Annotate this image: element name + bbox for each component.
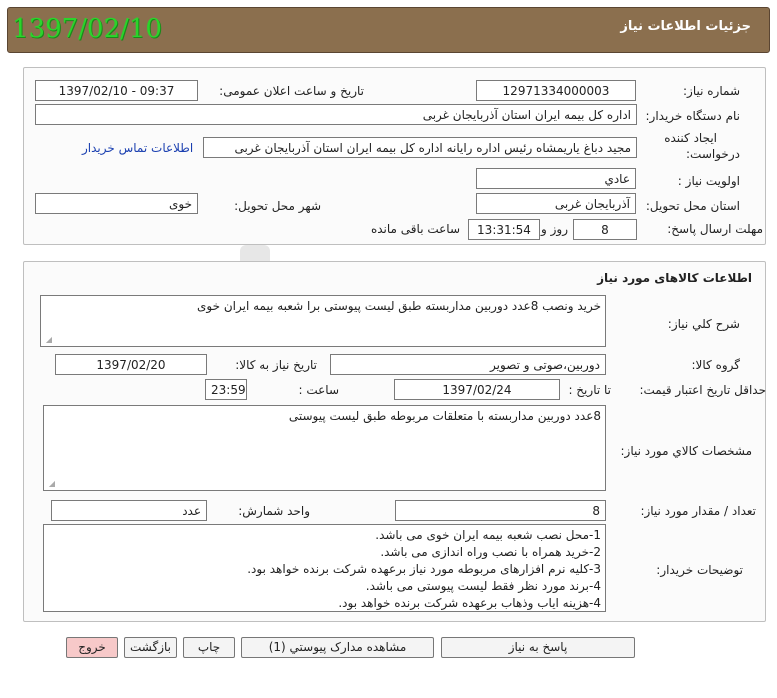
- buyer-org-label: نام دستگاه خریدار:: [645, 109, 740, 123]
- need-number-label: شماره نیاز:: [683, 84, 740, 98]
- goods-section-title: اطلاعات کالاهای مورد نیاز: [597, 271, 752, 285]
- buyer-notes-textarea: [43, 524, 606, 612]
- price-validity-label: حداقل تاریخ اعتبار قیمت:: [639, 383, 766, 397]
- announce-datetime-field: 1397/02/10 - 09:37: [35, 80, 198, 101]
- summary-label: شرح کلي نیاز:: [667, 317, 740, 331]
- deadline-label: مهلت ارسال پاسخ:: [667, 222, 763, 236]
- priority-label: اولویت نیاز :: [677, 174, 740, 188]
- goods-group-field: دوربین،صوتی و تصویر: [330, 354, 606, 375]
- need-number-field: 12971334000003: [476, 80, 636, 101]
- reply-button[interactable]: پاسخ به نیاز: [441, 637, 635, 658]
- creator-label-line1: ایجاد کننده: [664, 131, 717, 145]
- delivery-province-field: آذربایجان غربی: [476, 193, 636, 214]
- resize-handle[interactable]: ◢: [48, 479, 55, 488]
- summary-textarea: [40, 295, 606, 347]
- quantity-label: تعداد / مقدار مورد نیاز:: [640, 504, 756, 518]
- delivery-city-field: خوی: [35, 193, 198, 214]
- back-button[interactable]: بازگشت: [124, 637, 177, 658]
- deadline-time-field: 13:31:54: [468, 219, 540, 240]
- need-date-field: 1397/02/20: [55, 354, 207, 375]
- buyer-note-line: 3-کلیه نرم افزارهای مربوطه مورد نیاز برعهده شرکت برنده خواهد بود.: [247, 562, 601, 576]
- delivery-province-label: استان محل تحویل:: [645, 199, 740, 213]
- unit-label: واحد شمارش:: [238, 504, 310, 518]
- page-title: جزئیات اطلاعات نیاز: [620, 19, 751, 34]
- summary-text: خرید ونصب 8عدد دوربین مداربسته طبق لیست پیوستی برا شعبه بیمه ایران خوی: [197, 299, 601, 313]
- buyer-note-line: 2-خرید همراه با نصب وراه اندازی می باشد.: [380, 545, 601, 559]
- exit-button[interactable]: خروج: [66, 637, 118, 658]
- specs-textarea: [43, 405, 606, 491]
- deadline-days-field: 8: [573, 219, 637, 240]
- buyer-note-line: 1-محل نصب شعبه بیمه ایران خوی می باشد.: [375, 528, 601, 542]
- until-date-label: تا تاریخ :: [568, 383, 611, 397]
- buyer-org-field: اداره کل بیمه ایران استان آذربایجان غربی: [35, 104, 637, 125]
- priority-field: عادي: [476, 168, 636, 189]
- creator-label-line2: درخواست:: [686, 147, 740, 161]
- print-button[interactable]: چاپ: [183, 637, 235, 658]
- attachments-button[interactable]: مشاهده مدارک پیوستي (1): [241, 637, 434, 658]
- goods-group-label: گروه کالا:: [691, 358, 740, 372]
- quantity-field: 8: [395, 500, 606, 521]
- deadline-days-text: روز و: [541, 222, 568, 236]
- resize-handle[interactable]: ◢: [45, 335, 52, 344]
- creator-field: مجید دباغ یاریمشاه رئیس اداره رایانه اداره کل بیمه ایران استان آذربایجان غربی: [203, 137, 637, 158]
- unit-field: عدد: [51, 500, 207, 521]
- need-date-label: تاریخ نیاز به کالا:: [235, 358, 317, 372]
- validity-time-label: ساعت :: [298, 383, 339, 397]
- buyer-note-line: 4-برند مورد نظر فقط لیست پیوستی می باشد.: [365, 579, 601, 593]
- deadline-remaining-text: ساعت باقی مانده: [370, 222, 460, 236]
- buyer-note-line: 4-هزینه ایاب وذهاب برعهده شرکت برنده خواهد بود.: [338, 596, 601, 610]
- specs-text: 8عدد دوربین مداربسته با متعلقات مربوطه طبق لیست پیوستی: [288, 409, 601, 423]
- validity-time-field: 23:59: [205, 379, 247, 400]
- buyer-contact-link[interactable]: اطلاعات تماس خریدار: [82, 141, 194, 155]
- announce-datetime-label: تاریخ و ساعت اعلان عمومی:: [219, 84, 364, 98]
- buyer-notes-label: توضیحات خریدار:: [656, 563, 743, 577]
- header-date: 1397/02/10: [12, 14, 162, 44]
- until-date-field: 1397/02/24: [394, 379, 560, 400]
- specs-label: مشخصات کالاي مورد نیاز:: [620, 444, 752, 458]
- delivery-city-label: شهر محل تحویل:: [234, 199, 321, 213]
